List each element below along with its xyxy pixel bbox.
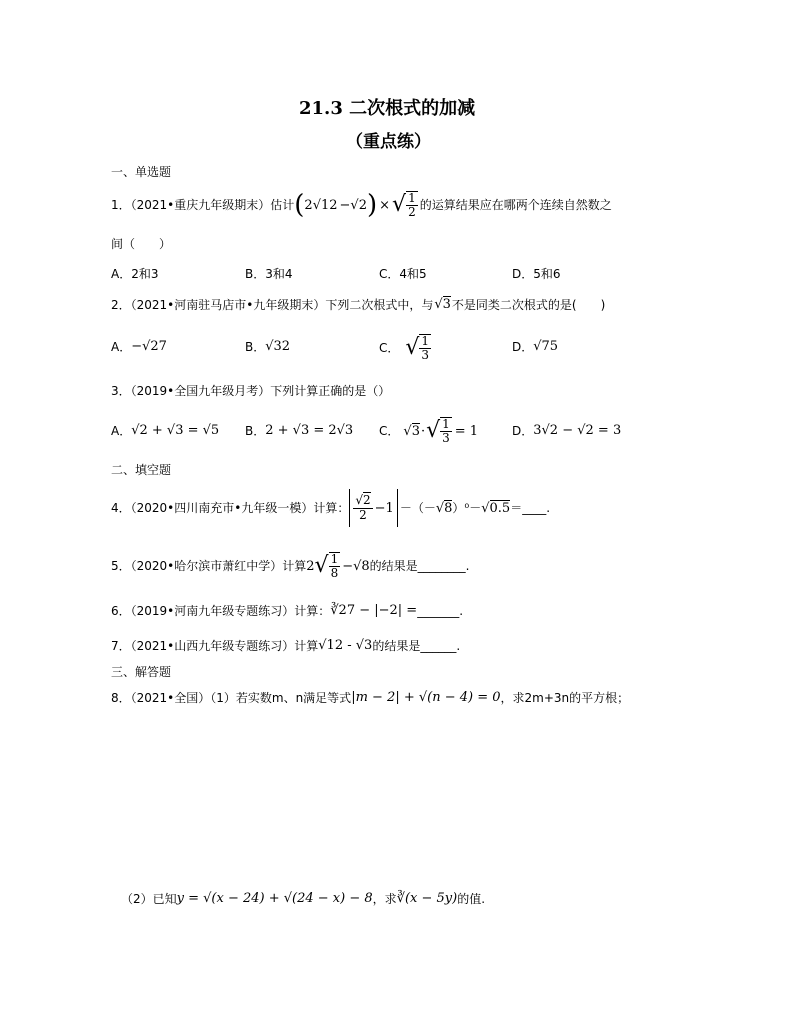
q8-expr: |m − 2| + √(n − 4) = 0 — [351, 690, 501, 705]
q2-option-a-label: A． — [111, 339, 132, 354]
q3-option-a-label: A． — [111, 423, 132, 438]
q2-option-c-math — [405, 334, 431, 362]
q7-expr: √12 - √3 — [318, 638, 373, 653]
question-1 — [111, 190, 612, 220]
q3-option-d-math: 3√2 − √2 = 3 — [533, 423, 622, 438]
fraction-one-eighth — [329, 552, 341, 580]
q2-option-a — [111, 340, 167, 353]
q7-prefix: 7．（2021•山西九年级专题练习）计算 — [111, 638, 319, 653]
sqrt3: √3 — [403, 423, 420, 439]
q2-prefix: 2．（2021•河南驻马店市•九年级期末）下列二次根式中，与 — [111, 297, 434, 312]
q8-p2-expr2: ∛(x − 5y) — [396, 891, 458, 906]
q2-option-a-math: −√27 — [131, 339, 167, 354]
section-heading-fill-blank: 二、填空题 — [111, 463, 172, 477]
q3-option-d — [512, 424, 621, 437]
q5-two: 2 — [306, 558, 315, 574]
question-6 — [111, 604, 463, 617]
q2-sqrt3: √3 — [434, 297, 451, 312]
numerator: √2 — [355, 493, 371, 508]
fraction-one-half — [406, 191, 418, 219]
q3-option-b-math: 2 + √3 = 2√3 — [265, 423, 354, 438]
q4-mid2: ）⁰－ — [452, 501, 482, 515]
q6-suffix: _______. — [417, 603, 464, 618]
q4-sqrt8: √8 — [435, 500, 453, 516]
q8-prefix: 8．（2021•全国）（1）若实数m、n满足等式 — [111, 690, 352, 705]
q1-times: × — [379, 197, 391, 213]
q1-option-a: A．2和3 — [111, 267, 159, 281]
numerator: 1 — [421, 333, 430, 348]
q5-suffix: 的结果是________. — [369, 559, 470, 573]
q2-option-b-math: √32 — [265, 339, 291, 354]
q2-option-b-label: B． — [245, 339, 266, 354]
question-4 — [111, 488, 550, 528]
q3-option-a-math: √2 + √3 = √5 — [131, 423, 220, 438]
q1-line2: 间（ ） — [111, 237, 172, 251]
q8-p2-mid: ，求 — [372, 891, 397, 906]
radicand: 3 — [442, 297, 451, 312]
denominator: 8 — [330, 566, 339, 580]
q3-option-b — [245, 424, 353, 437]
radical-sign: √ — [392, 192, 407, 217]
numerator: 1 — [442, 416, 450, 431]
q8-suffix: ，求2m+3n的平方根； — [500, 690, 630, 705]
denominator: 2 — [408, 205, 416, 219]
question-7 — [111, 639, 460, 652]
page-title: 21.3 二次根式的加减 — [299, 98, 476, 119]
q1-suffix: 的运算结果应在哪两个连续自然数之 — [419, 198, 612, 212]
q2-option-c — [379, 330, 431, 366]
q2-option-d-math: √75 — [533, 339, 559, 354]
right-paren: ) — [366, 190, 378, 220]
section-heading-solve: 三、解答题 — [111, 665, 172, 679]
question-2 — [111, 298, 605, 311]
q4-sqrt05: √0.5 — [481, 500, 511, 516]
q8-p2-prefix: （2）已知 — [121, 891, 177, 906]
fraction-sqrt2-over-2 — [353, 494, 372, 521]
denominator: 3 — [421, 348, 430, 362]
dot: · — [420, 423, 426, 439]
q6-expr: ∛27 − |−2| = — [330, 603, 418, 618]
denominator: 2 — [359, 507, 367, 522]
fraction-one-third — [419, 334, 431, 362]
q3-option-d-label: D． — [512, 423, 534, 438]
q1-sqrt-half — [392, 191, 418, 219]
radical-sign: √ — [426, 418, 441, 443]
page-subtitle: （重点练） — [346, 132, 431, 152]
q4-mid: －（－ — [399, 501, 436, 515]
question-8 — [111, 691, 629, 704]
q1-math-two-sqrt12: 2√12 — [304, 197, 338, 213]
q8-p2-expr: y = √(x − 24) + √(24 − x) − 8 — [176, 891, 373, 906]
question-3: 3．（2019•全国九年级月考）下列计算正确的是（） — [111, 384, 391, 398]
q3-option-c-tail: = 1 — [454, 423, 479, 439]
q6-prefix: 6．（2019•河南九年级专题练习）计算： — [111, 603, 331, 618]
denominator: 3 — [442, 431, 450, 445]
fraction-one-third — [440, 417, 452, 445]
q2-option-c-label: C． — [379, 341, 400, 355]
q3-option-c-math — [403, 417, 478, 445]
q3-option-c — [379, 412, 478, 450]
q3-option-a — [111, 424, 219, 437]
q2-option-d — [512, 340, 558, 353]
section-heading-single-choice: 一、单选题 — [111, 165, 172, 179]
q7-suffix: 的结果是______. — [372, 638, 461, 653]
q4-prefix: 4．（2020•四川南充市•九年级一模）计算： — [111, 501, 350, 515]
numerator: 1 — [408, 190, 416, 205]
q4-absolute-value — [349, 489, 397, 527]
q5-prefix: 5．（2020•哈尔滨市萧红中学）计算 — [111, 559, 307, 573]
left-paren: ( — [294, 190, 305, 220]
question-8-part-2 — [121, 892, 485, 905]
q1-option-d: D．5和6 — [512, 267, 561, 281]
question-5 — [111, 548, 470, 584]
q3-option-b-label: B． — [245, 423, 266, 438]
q5-sqrt-eighth — [315, 552, 341, 580]
q1-option-b: B．3和4 — [245, 267, 293, 281]
q4-tail: ＝____. — [510, 501, 551, 515]
q1-option-c: C．4和5 — [379, 267, 427, 281]
q2-option-b — [245, 340, 290, 353]
q2-option-d-label: D． — [512, 339, 534, 354]
minus-one: −1 — [374, 500, 394, 516]
radical-sign: √ — [314, 553, 329, 578]
numerator: 1 — [330, 551, 339, 566]
q5-minus-sqrt8: −√8 — [342, 558, 370, 574]
q2-suffix: 不是同类二次根式的是( ) — [451, 297, 606, 312]
q8-p2-suffix: 的值. — [457, 891, 486, 906]
radical-sign: √ — [405, 335, 420, 360]
q1-prefix: 1．（2021•重庆九年级期末）估计 — [111, 198, 295, 212]
q3-option-c-label: C． — [379, 424, 400, 438]
q1-math-minus-sqrt2: −√2 — [339, 197, 367, 213]
